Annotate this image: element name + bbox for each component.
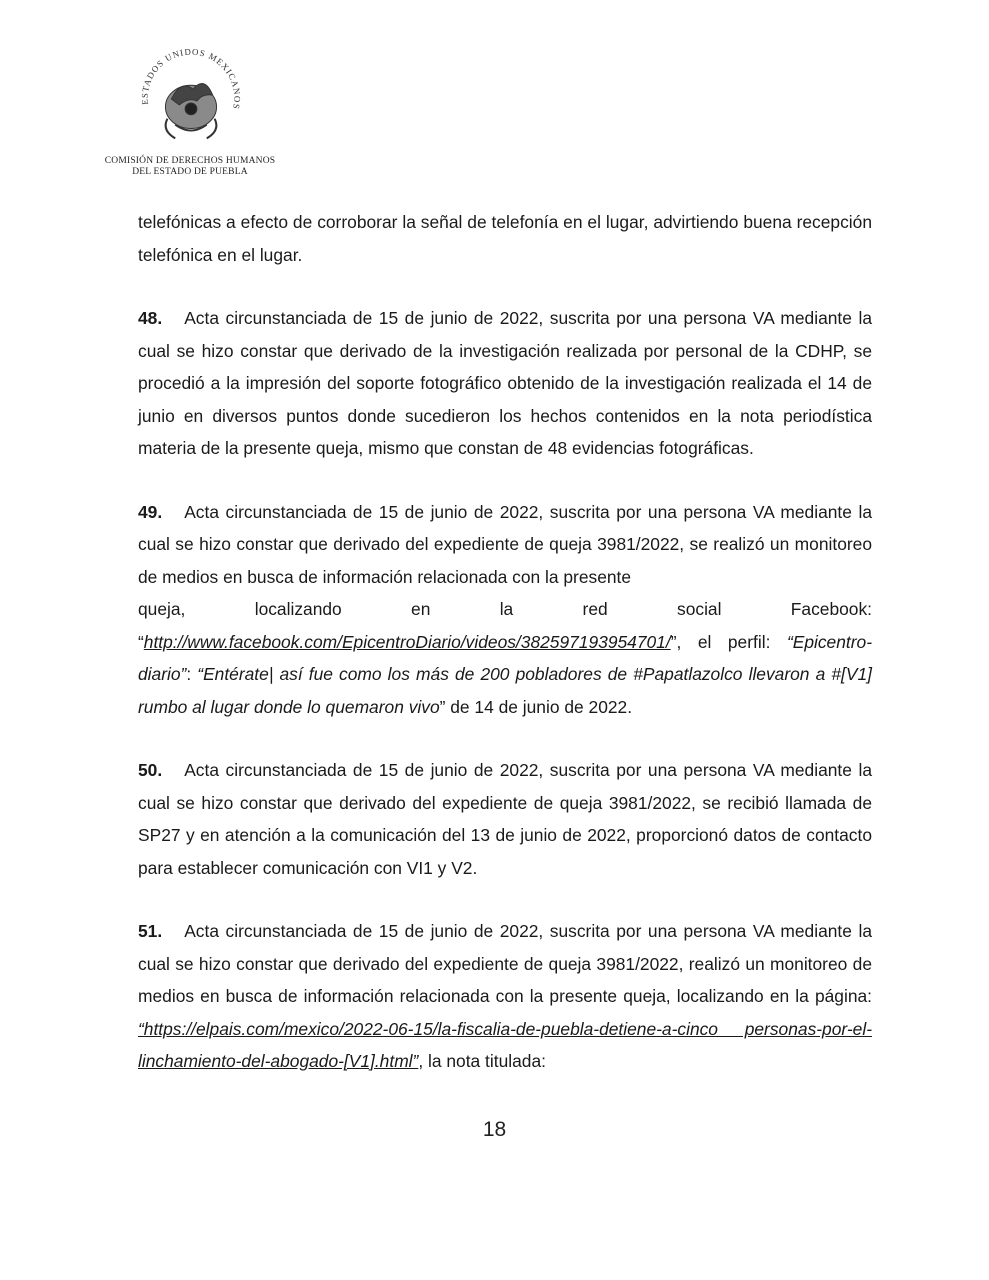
paragraph-text: Acta circunstanciada de 15 de junio de 2022, suscrita por una persona VA mediante la cual se hizo constar que derivado del expediente de queja 3981/2022, se realizó un monitoreo de medios en busca de información relacionada con la presente — [138, 501, 872, 587]
institution-line-1: COMISIÓN DE DERECHOS HUMANOS — [104, 156, 276, 166]
paragraph-text: Acta circunstanciada de 15 de junio de 2022, suscrita por una persona VA mediante la cual se hizo constar que derivado del expediente de queja 3981/2022, se recibió llamada de SP27 y en atención a la comunicación del 13 de junio de 2022, proporcionó datos de contacto para establecer comunicación con VI1 y V2. — [138, 760, 872, 878]
institution-name — [80, 156, 300, 178]
paragraph-text: ” de 14 de junio de 2022. — [439, 696, 633, 717]
paragraph-number: 48. — [138, 308, 163, 328]
paragraph-48 — [138, 302, 872, 465]
paragraph-50 — [138, 754, 872, 884]
paragraph-text: Acta circunstanciada de 15 de junio de 2022, suscrita por una persona VA mediante la cual se hizo constar que derivado de la investigación realizada por personal de la CDHP, se procedió a la impresión del soporte fotográfico obtenido de la investigación realizada el 14 de junio en diversos puntos donde sucedieron los hechos contenidos en la nota periodística materia de la presente queja, mismo que constan de 48 evidencias fotográficas. — [138, 308, 872, 458]
quote-mark: “ — [138, 631, 144, 652]
elpais-link[interactable]: “https://elpais.com/mexico/2022-06-15/la-fiscalia-de-puebla-detiene-a-cinco personas-por-el-linchamiento-del-abogado-[V1].html” — [138, 1018, 872, 1071]
facebook-link[interactable]: http://www.facebook.com/EpicentroDiario/videos/382597193954701/ — [143, 631, 671, 652]
paragraph-continuation: telefónicas a efecto de corroborar la señal de telefonía en el lugar, advirtiendo buena recepción telefónica en el lugar. — [138, 212, 872, 265]
institution-line-2: DEL ESTADO DE PUEBLA — [132, 167, 248, 177]
paragraph-51 — [138, 915, 872, 1078]
profile-name: “Epicentro-diario” — [138, 631, 872, 684]
paragraph-text: ”, el perfil: — [670, 631, 787, 652]
document-body — [138, 206, 872, 1078]
page-number: 18 — [482, 1118, 507, 1141]
colon: : — [186, 664, 198, 684]
coat-of-arms-seal — [132, 42, 250, 160]
paragraph-text: , la nota titulada: — [418, 1051, 546, 1071]
seal-text: ESTADOS UNIDOS MEXICANOS — [139, 46, 243, 111]
paragraph-49 — [138, 496, 872, 724]
paragraph-number: 50. — [138, 760, 163, 780]
paragraph-number: 51. — [138, 921, 163, 941]
paragraph-text: Acta circunstanciada de 15 de junio de 2022, suscrita por una persona VA mediante la cual se hizo constar que derivado del expediente de queja 3981/2022, realizó un monitoreo de medios en busca de información relacionada con la presente queja, localizando en la página: — [138, 921, 872, 1006]
paragraph-number: 49. — [138, 501, 163, 522]
post-quote: “Entérate| así fue como los más de 200 pobladores de #Papatlazolco llevaron a #[V1] rumbo al lugar donde lo quemaron vivo — [138, 664, 872, 717]
paragraph-text-spread: queja, localizando en la red social Facebook: — [138, 599, 872, 619]
